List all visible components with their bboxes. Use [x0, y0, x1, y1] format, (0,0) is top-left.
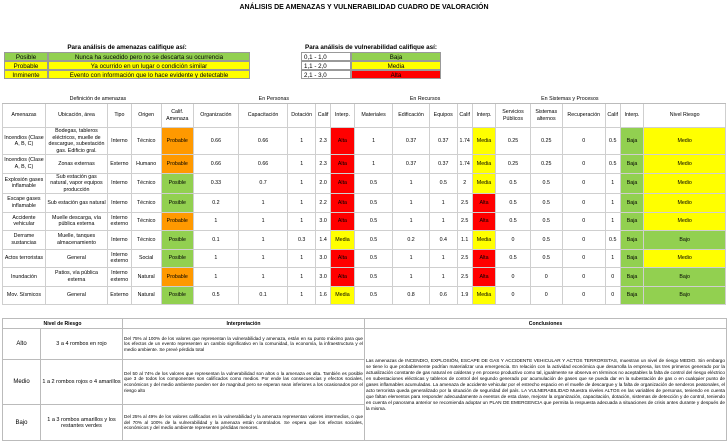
col-calif: Calif [316, 104, 331, 128]
cell-calif-recursos: 2.5 [457, 212, 472, 231]
col-capacitacion: Capacitación [238, 104, 287, 128]
cell-servicios: 0 [496, 268, 530, 287]
cell-calif-personas: 3.0 [316, 212, 331, 231]
legend-amenazas-row [4, 61, 250, 70]
cell-organizacion: 0.33 [193, 173, 238, 194]
cell-calif-amenaza: Posible [161, 231, 193, 250]
cell-origen: Técnico [131, 231, 161, 250]
header-conclusiones: Conclusiones [365, 319, 727, 329]
cell-materiales: 0.5 [354, 268, 393, 287]
cell-amenaza: Mov. Sísmicos [3, 286, 46, 305]
cell-ubicacion: Zonas externas [45, 155, 107, 174]
legend-range: 0,1 - 1,0 [301, 52, 351, 61]
cell-calif-amenaza: Posible [161, 249, 193, 268]
table-row [3, 128, 726, 155]
cell-calif-recursos: 1.9 [457, 286, 472, 305]
level-description: 1 a 2 rombos rojos o 4 amarillos [41, 360, 123, 405]
interpretation-table [2, 318, 727, 441]
cell-nivel-riesgo: Medio [644, 128, 726, 155]
cell-origen: Técnico [131, 194, 161, 213]
col-dotacion: Dotación [288, 104, 316, 128]
cell-servicios: 0 [496, 286, 530, 305]
cell-calif-personas: 2.2 [316, 194, 331, 213]
header-nivel-riesgo: Nivel de Riesgo [3, 319, 123, 329]
cell-edificacion: 1 [393, 249, 429, 268]
cell-materiales: 0.5 [354, 194, 393, 213]
cell-dotacion: 0.3 [288, 231, 316, 250]
cell-calif-recursos: 2.5 [457, 268, 472, 287]
cell-capacitacion: 1 [238, 194, 287, 213]
cell-materiales: 0.5 [354, 212, 393, 231]
cell-amenaza: Incendios (Clase A, B, C) [3, 155, 46, 174]
cell-tipo: Interno [108, 128, 132, 155]
cell-amenaza: Incendios (Clase A, B, C) [3, 128, 46, 155]
cell-calif-personas: 2.0 [316, 173, 331, 194]
col-materiales: Materiales [354, 104, 393, 128]
cell-dotacion: 1 [288, 194, 316, 213]
cell-equipos: 0.4 [429, 231, 457, 250]
table-row [3, 194, 726, 213]
legend-text: Nunca ha sucedido pero no se descarta su ocurrencia [48, 52, 250, 61]
cell-origen: Natural [131, 286, 161, 305]
legend-label: Probable [4, 61, 48, 70]
group-recursos: En Recursos [354, 95, 496, 104]
interpretation-header-row [3, 319, 727, 329]
cell-calif-personas: 2.3 [316, 155, 331, 174]
group-header-row [3, 95, 726, 104]
conclusions-text: Las amenazas de INCENDIO, EXPLOSIÓN, ESCAPE DE GAS Y ACCIDENTE VEHICULAR Y ACTOS TERRORISTAS, muestran un nivel de riesgo MEDIO. Sin embargo se tiene lo que probablemente podrían materializar una emergencia. En relación con la actividad económica que desarrolla la empresa, los tres primeros generado por la actualización constante de gas natural en calderas y en proceso productivo como tal, igualmente se observa en términos no aceptables la falta de control del riesgo eléctrico en subestaciones eléctricas y tableros de control del segundo generado por acumulación de gases que se pueda dar en la subestación de gas o en cualquier punto de gases inflamables acumuladas. La amenaza de accidente vehicular por el estrecho espacio en el muelle de descargue y la falta de organización de senderos peatonales, el acto terrorista queda generalizado por la situación de seguridad del país. LA VULNERABILIDAD Muestra niveles ALTOS en las variables de personas, teniendo en cuenta que faltan elementos para responder adecuadamente a eventos de esta clase, mejorar la organización, capacitación, dotación, sistemas de detección y de control, teniendo en cuenta el panorama anterior se recomienda adoptar un PLAN DE EMERGENCIA que permita la respuesta adecuada a situaciones de crisis antes durante y después de la misma. [365, 329, 727, 441]
cell-organizacion: 0.5 [193, 286, 238, 305]
cell-interp-personas: Alta [331, 173, 355, 194]
table-row [3, 268, 726, 287]
col-calif-amenaza: Calif. Amenaza [161, 104, 193, 128]
cell-equipos: 1 [429, 249, 457, 268]
cell-equipos: 0.5 [429, 173, 457, 194]
page-title: ANÁLISIS DE AMENAZAS Y VULNERABILIDAD CUADRO DE VALORACIÓN [239, 4, 489, 11]
group-personas: En Personas [193, 95, 354, 104]
legend-vulnerabilidad-row [301, 52, 441, 61]
cell-calif-recursos: 1.74 [457, 128, 472, 155]
cell-recuperacion: 0 [562, 212, 605, 231]
col-equipos: Equipos [429, 104, 457, 128]
cell-sistemas-alternos: 0.5 [530, 173, 562, 194]
legend-vulnerabilidad-row [301, 61, 441, 70]
cell-recuperacion: 0 [562, 173, 605, 194]
level-interpretation: Del 25% al 49% de los valores calificados en la vulnerabilidad y la amenaza representan valores intermedios, o que del 70% al 100% de la vulnerabilidad y la amenaza están controlados. Se espera que los efectos sociales, económicos y del medio ambiente representen pérdidas menores. [123, 405, 365, 441]
cell-interp-sistemas: Baja [620, 268, 644, 287]
cell-sistemas-alternos: 0 [530, 268, 562, 287]
cell-calif-amenaza: Posible [161, 286, 193, 305]
cell-organizacion: 0.66 [193, 128, 238, 155]
cell-dotacion: 1 [288, 212, 316, 231]
cell-calif-recursos: 2.5 [457, 194, 472, 213]
cell-sistemas-alternos: 0.5 [530, 212, 562, 231]
cell-capacitacion: 1 [238, 231, 287, 250]
cell-tipo: Interno [108, 173, 132, 194]
cell-nivel-riesgo: Medio [644, 249, 726, 268]
cell-dotacion: 1 [288, 173, 316, 194]
cell-calif-sistemas: 0.5 [605, 231, 620, 250]
legend-text: Evento con información que lo hace evidente y detectable [48, 70, 250, 79]
cell-tipo: Interno externo [108, 249, 132, 268]
level-row-alto [3, 329, 727, 360]
cell-recuperacion: 0 [562, 231, 605, 250]
legend-vulnerabilidad-row [301, 70, 441, 79]
legend-vulnerabilidad-title: Para análisis de vulnerabilidad califique así: [305, 44, 437, 51]
cell-calif-amenaza: Posible [161, 173, 193, 194]
cell-interp-sistemas: Baja [620, 231, 644, 250]
legend-range: 1,1 - 2,0 [301, 61, 351, 70]
cell-equipos: 0.6 [429, 286, 457, 305]
cell-amenaza: Explosión gases inflamable [3, 173, 46, 194]
cell-edificacion: 1 [393, 173, 429, 194]
cell-materiales: 0.5 [354, 231, 393, 250]
cell-interp-personas: Alta [331, 212, 355, 231]
cell-calif-sistemas: 1 [605, 173, 620, 194]
level-label: Alto [3, 329, 41, 360]
cell-servicios: 0.25 [496, 128, 530, 155]
cell-materiales: 1 [354, 155, 393, 174]
cell-interp-recursos: Alta [472, 212, 496, 231]
cell-capacitacion: 0.66 [238, 128, 287, 155]
level-interpretation: Del 75% al 100% de los valores que representan la vulnerabilidad y amenaza, están en su punto máximo para que los efectos de un evento representen un cambio significativo en la comunidad, la economía, la infraestructura y el medio ambiente. Se prevé pérdida total [123, 329, 365, 360]
cell-recuperacion: 0 [562, 249, 605, 268]
cell-nivel-riesgo: Medio [644, 155, 726, 174]
cell-materiales: 1 [354, 128, 393, 155]
legend-level: Alta [351, 70, 441, 79]
cell-interp-recursos: Media [472, 128, 496, 155]
legend-label: Inminente [4, 70, 48, 79]
cell-materiales: 0.5 [354, 173, 393, 194]
col-origen: Origen [131, 104, 161, 128]
valuation-table [2, 95, 726, 305]
cell-interp-recursos: Alta [472, 194, 496, 213]
cell-calif-personas: 3.0 [316, 249, 331, 268]
cell-recuperacion: 0 [562, 128, 605, 155]
cell-equipos: 1 [429, 212, 457, 231]
cell-calif-personas: 3.0 [316, 268, 331, 287]
cell-organizacion: 1 [193, 249, 238, 268]
col-servicios: Servicios Públicos [496, 104, 530, 128]
table-row [3, 231, 726, 250]
cell-calif-sistemas: 0 [605, 268, 620, 287]
cell-calif-amenaza: Probable [161, 212, 193, 231]
cell-origen: Humano [131, 155, 161, 174]
cell-interp-personas: Alta [331, 194, 355, 213]
legend-label: Posible [4, 52, 48, 61]
cell-nivel-riesgo: Medio [644, 173, 726, 194]
cell-origen: Técnico [131, 173, 161, 194]
cell-capacitacion: 1 [238, 249, 287, 268]
cell-calif-personas: 1.6 [316, 286, 331, 305]
cell-organizacion: 0.1 [193, 231, 238, 250]
cell-servicios: 0.5 [496, 194, 530, 213]
cell-calif-recursos: 1.74 [457, 155, 472, 174]
group-sistemas: En Sistemas y Procesos [496, 95, 644, 104]
cell-capacitacion: 0.66 [238, 155, 287, 174]
col-amenazas: Amenazas [3, 104, 46, 128]
level-label: Medio [3, 360, 41, 405]
cell-interp-personas: Media [331, 231, 355, 250]
cell-interp-personas: Alta [331, 268, 355, 287]
legend-amenazas [4, 43, 250, 79]
cell-ubicacion: General [45, 286, 107, 305]
cell-sistemas-alternos: 0.5 [530, 231, 562, 250]
cell-tipo: Interno [108, 231, 132, 250]
cell-edificacion: 0.2 [393, 231, 429, 250]
cell-equipos: 0.37 [429, 128, 457, 155]
col-nivel-riesgo: Nivel Riesgo [644, 104, 726, 128]
cell-dotacion: 1 [288, 268, 316, 287]
level-interpretation: Del 50 al 74% de los valores que representan la vulnerabilidad son altos o la amenaza es alta. También es posible que 3 de todos los componentes son calificados como medios. Por ende las consecuencias y efectos sociales, económicos y del medio ambiente pueden ser de magnitud pero se esperan sean inferiores a los ocasionados por el riesgo alto [123, 360, 365, 405]
cell-servicios: 0.25 [496, 155, 530, 174]
cell-dotacion: 1 [288, 155, 316, 174]
cell-interp-recursos: Alta [472, 249, 496, 268]
cell-capacitacion: 0.7 [238, 173, 287, 194]
cell-organizacion: 1 [193, 212, 238, 231]
table-row [3, 155, 726, 174]
cell-tipo: Externo [108, 286, 132, 305]
cell-equipos: 1 [429, 194, 457, 213]
cell-calif-amenaza: Probable [161, 155, 193, 174]
cell-amenaza: Accidente vehicular [3, 212, 46, 231]
cell-interp-personas: Alta [331, 128, 355, 155]
cell-organizacion: 1 [193, 268, 238, 287]
cell-ubicacion: General [45, 249, 107, 268]
cell-recuperacion: 0 [562, 194, 605, 213]
cell-calif-recursos: 1.1 [457, 231, 472, 250]
col-calif: Calif [457, 104, 472, 128]
cell-interp-personas: Alta [331, 249, 355, 268]
legend-vulnerabilidad [301, 43, 441, 79]
group-empty [644, 95, 726, 104]
cell-interp-sistemas: Baja [620, 249, 644, 268]
cell-materiales: 0.5 [354, 286, 393, 305]
cell-recuperacion: 0 [562, 268, 605, 287]
cell-calif-personas: 1.4 [316, 231, 331, 250]
col-calif: Calif [605, 104, 620, 128]
level-description: 1 a 3 rombos amarillos y los restantes verdes [41, 405, 123, 441]
cell-nivel-riesgo: Medio [644, 212, 726, 231]
level-label: Bajo [3, 405, 41, 441]
cell-sistemas-alternos: 0 [530, 286, 562, 305]
cell-calif-sistemas: 0.5 [605, 155, 620, 174]
cell-interp-recursos: Alta [472, 268, 496, 287]
cell-equipos: 0.37 [429, 155, 457, 174]
cell-ubicacion: Bodegas, tableros eléctricos, muelle de descargue, subestación gas. Edificio gral. [45, 128, 107, 155]
group-amenazas: Definición de amenazas [3, 95, 194, 104]
cell-dotacion: 1 [288, 286, 316, 305]
cell-nivel-riesgo: Bajo [644, 268, 726, 287]
cell-tipo: Interno [108, 194, 132, 213]
col-interp: Interp. [331, 104, 355, 128]
cell-tipo: Interno externo [108, 268, 132, 287]
legend-range: 2,1 - 3,0 [301, 70, 351, 79]
cell-origen: Técnico [131, 212, 161, 231]
cell-calif-amenaza: Probable [161, 128, 193, 155]
cell-organizacion: 0.66 [193, 155, 238, 174]
cell-tipo: Externo [108, 155, 132, 174]
legend-amenazas-row [4, 70, 250, 79]
cell-calif-personas: 2.3 [316, 128, 331, 155]
legend-text: Ya ocurrido en un lugar o condición similar [48, 61, 250, 70]
cell-materiales: 0.5 [354, 249, 393, 268]
col-tipo: Tipo [108, 104, 132, 128]
cell-organizacion: 0.2 [193, 194, 238, 213]
valuation-table-body [3, 128, 726, 305]
level-description: 3 a 4 rombos en rojo [41, 329, 123, 360]
table-row [3, 173, 726, 194]
cell-nivel-riesgo: Bajo [644, 231, 726, 250]
table-row [3, 286, 726, 305]
cell-sistemas-alternos: 0.25 [530, 155, 562, 174]
cell-capacitacion: 0.1 [238, 286, 287, 305]
cell-interp-sistemas: Baja [620, 128, 644, 155]
cell-calif-sistemas: 1 [605, 212, 620, 231]
cell-ubicacion: Muelle descarga, vía pública externa [45, 212, 107, 231]
cell-sistemas-alternos: 0.25 [530, 128, 562, 155]
cell-sistemas-alternos: 0.5 [530, 249, 562, 268]
cell-origen: Técnico [131, 128, 161, 155]
cell-capacitacion: 1 [238, 212, 287, 231]
cell-interp-recursos: Media [472, 155, 496, 174]
col-interp: Interp. [620, 104, 644, 128]
cell-interp-sistemas: Baja [620, 194, 644, 213]
col-organizacion: Organización [193, 104, 238, 128]
cell-origen: Social [131, 249, 161, 268]
cell-calif-sistemas: 1 [605, 194, 620, 213]
cell-calif-amenaza: Posible [161, 194, 193, 213]
cell-servicios: 0.5 [496, 173, 530, 194]
cell-origen: Natural [131, 268, 161, 287]
legend-level: Baja [351, 52, 441, 61]
column-header-row [3, 104, 726, 128]
cell-interp-recursos: Media [472, 286, 496, 305]
cell-amenaza: Actos terroristas [3, 249, 46, 268]
cell-ubicacion: Sub estación gas natural [45, 194, 107, 213]
legend-amenazas-title: Para análisis de amenazas califique así: [67, 44, 187, 51]
legend-level: Media [351, 61, 441, 70]
cell-interp-personas: Alta [331, 155, 355, 174]
col-interp: Interp. [472, 104, 496, 128]
cell-ubicacion: Sub estación gas natural, vapor equipos producción [45, 173, 107, 194]
cell-nivel-riesgo: Medio [644, 194, 726, 213]
table-row [3, 212, 726, 231]
cell-calif-sistemas: 0 [605, 286, 620, 305]
cell-capacitacion: 1 [238, 268, 287, 287]
cell-tipo: Interno externo [108, 212, 132, 231]
cell-edificacion: 0.37 [393, 128, 429, 155]
cell-servicios: 0.5 [496, 212, 530, 231]
cell-interp-recursos: Media [472, 231, 496, 250]
cell-edificacion: 0.8 [393, 286, 429, 305]
cell-calif-amenaza: Probable [161, 268, 193, 287]
col-recuperacion: Recuperación [562, 104, 605, 128]
cell-dotacion: 1 [288, 249, 316, 268]
cell-ubicacion: Patios, vía pública externa [45, 268, 107, 287]
cell-edificacion: 1 [393, 194, 429, 213]
col-ubicacion: Ubicación, área [45, 104, 107, 128]
cell-calif-recursos: 2 [457, 173, 472, 194]
col-sistemas-alternos: Sistemas alternos [530, 104, 562, 128]
cell-edificacion: 0.37 [393, 155, 429, 174]
col-edificacion: Edificación [393, 104, 429, 128]
cell-amenaza: Escape gases inflamable [3, 194, 46, 213]
cell-servicios: 0 [496, 231, 530, 250]
cell-edificacion: 1 [393, 268, 429, 287]
cell-ubicacion: Muelle, tanques almacenamiento [45, 231, 107, 250]
cell-interp-sistemas: Baja [620, 212, 644, 231]
cell-amenaza: Derrame sustancias [3, 231, 46, 250]
cell-interp-sistemas: Baja [620, 286, 644, 305]
legend-amenazas-row [4, 52, 250, 61]
cell-interp-recursos: Media [472, 173, 496, 194]
cell-amenaza: Inundación [3, 268, 46, 287]
cell-servicios: 0.5 [496, 249, 530, 268]
cell-calif-sistemas: 0.5 [605, 128, 620, 155]
cell-edificacion: 1 [393, 212, 429, 231]
header-interpretacion: Interpretación [123, 319, 365, 329]
cell-recuperacion: 0 [562, 286, 605, 305]
cell-calif-recursos: 2.5 [457, 249, 472, 268]
table-row [3, 249, 726, 268]
cell-interp-sistemas: Baja [620, 173, 644, 194]
cell-sistemas-alternos: 0.5 [530, 194, 562, 213]
cell-nivel-riesgo: Bajo [644, 286, 726, 305]
cell-equipos: 1 [429, 268, 457, 287]
cell-interp-personas: Media [331, 286, 355, 305]
cell-calif-sistemas: 1 [605, 249, 620, 268]
cell-dotacion: 1 [288, 128, 316, 155]
cell-recuperacion: 0 [562, 155, 605, 174]
cell-interp-sistemas: Baja [620, 155, 644, 174]
